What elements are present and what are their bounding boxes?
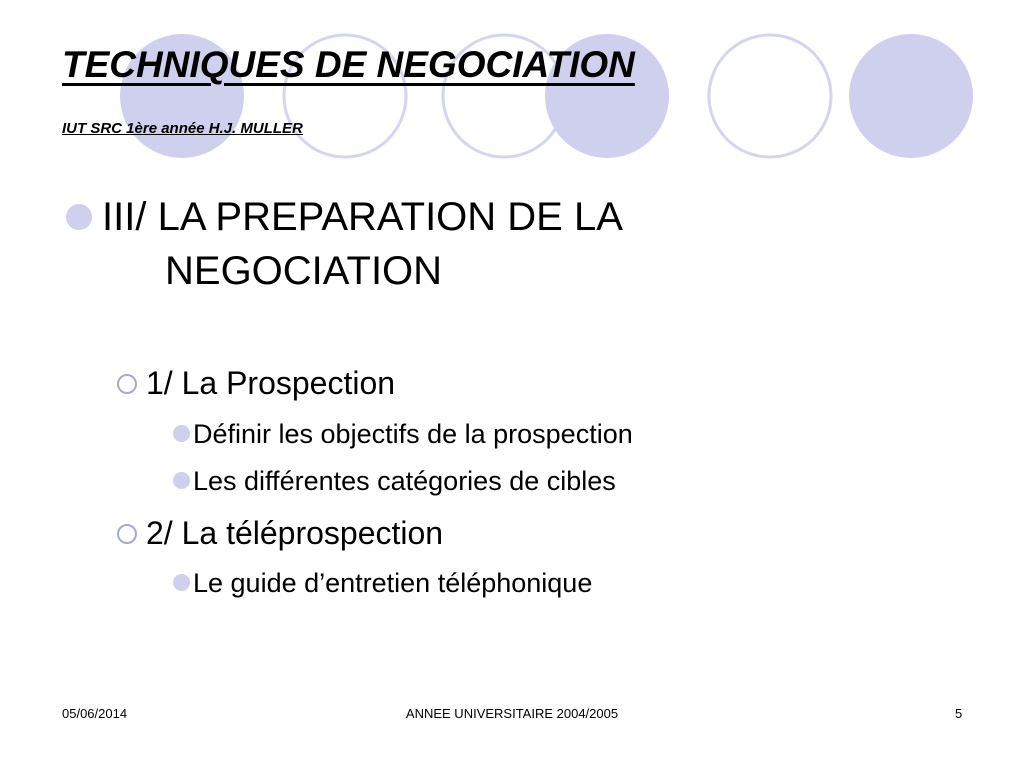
main-bullet-line-1: III/ LA PREPARATION DE LA [102, 195, 623, 239]
section-1-item-2-text: Les différentes catégories de cibles [193, 466, 616, 496]
slide-title: TECHNIQUES DE NEGOCIATION [62, 44, 635, 85]
footer-page-number: 5 [955, 706, 963, 721]
filled-bullet-icon [66, 204, 92, 230]
section-2-label: 2/ La téléprospection [146, 515, 444, 551]
section-1-label: 1/ La Prospection [146, 365, 396, 401]
small-filled-bullet-icon [173, 574, 190, 591]
small-filled-bullet-icon [173, 472, 190, 489]
decorative-circles [0, 0, 1024, 200]
footer-date: 05/06/2014 [62, 706, 128, 721]
hollow-bullet-icon [117, 524, 137, 544]
footer-center-text: ANNEE UNIVERSITAIRE 2004/2005 [405, 706, 619, 721]
small-filled-bullet-icon [173, 425, 190, 442]
slide-subtitle: IUT SRC 1ère année H.J. MULLER [62, 120, 303, 137]
deco-circle-outline-3 [709, 35, 831, 157]
section-2-item-1-text: Le guide d’entretien téléphonique [193, 568, 593, 598]
section-1-item-1-text: Définir les objectifs de la prospection [193, 419, 633, 449]
hollow-bullet-icon [117, 374, 137, 394]
main-bullet-line-2: NEGOCIATION [165, 249, 443, 293]
deco-circle-filled-3 [849, 34, 973, 158]
